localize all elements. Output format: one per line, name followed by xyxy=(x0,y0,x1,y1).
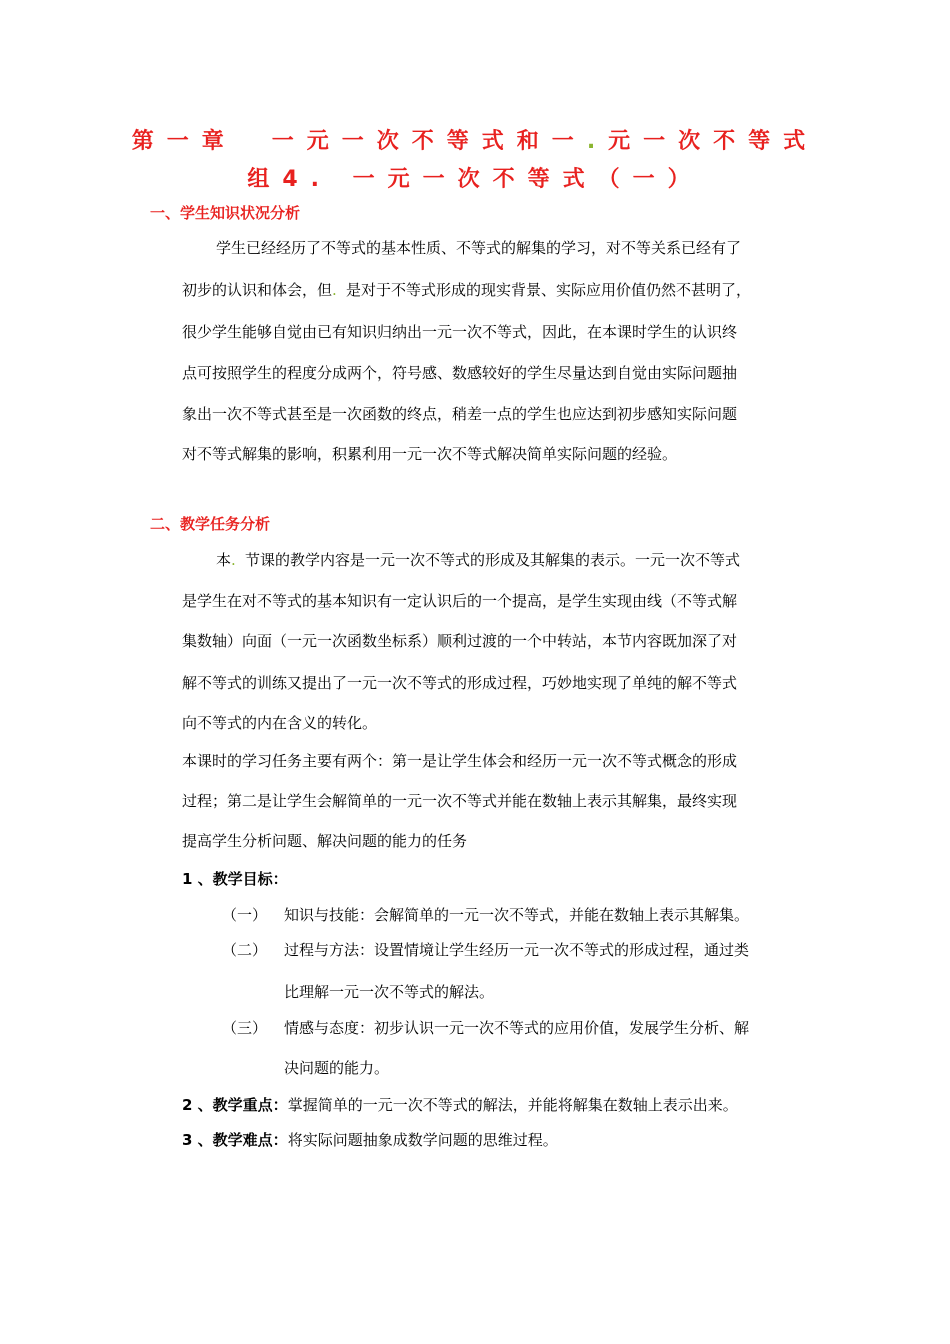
goal-item-label: （一） xyxy=(222,906,268,924)
goal-item-text: 知识与技能：会解简单的一元一次不等式，并能在数轴上表示其解集。 xyxy=(284,906,750,924)
section2-line: 集数轴）向面（一元一次函数坐标系）顺利过渡的一个中转站，本节内容既加深了对 xyxy=(182,632,738,650)
section2-line: 向不等式的内在含义的转化。 xyxy=(182,714,378,732)
section1-line: 点可按照学生的程度分成两个，符号感、数感较好的学生尽量达到自觉由实际问题抽 xyxy=(182,364,738,382)
title-part-a: 第一章 一元一次不等式和一 xyxy=(131,129,587,154)
section1-line: 初步的认识和体会，但. 是对于不等式形成的现实背景、实际应用价值仍然不甚明了， xyxy=(182,281,752,299)
section2-line: 是学生在对不等式的基本知识有一定认识后的一个提高，是学生实现由线（不等式解 xyxy=(182,592,738,610)
document-title-line1 xyxy=(0,124,950,155)
inline-dot: . xyxy=(332,281,337,299)
section1-line: 很少学生能够自觉由已有知识归纳出一元一次不等式，因此，在本课时学生的认识终 xyxy=(182,323,738,341)
section1-heading: 一、学生知识状况分析 xyxy=(150,204,301,222)
goal-item-label: （三） xyxy=(222,1019,268,1037)
title-dot: . xyxy=(586,129,609,154)
section1-line: 象出一次不等式甚至是一次函数的终点，稍差一点的学生也应达到初步感知实际问题 xyxy=(182,405,738,423)
section1-line: 对不等式解集的影响，积累利用一元一次不等式解决简单实际问题的经验。 xyxy=(182,445,678,463)
title-part-b: 元一次不等式 xyxy=(608,129,819,154)
section2-line: 本课时的学习任务主要有两个：第一是让学生体会和经历一元一次不等式概念的形成 xyxy=(182,752,738,770)
goal-item-label: （二） xyxy=(222,941,268,959)
inline-dot: . xyxy=(231,551,236,569)
section2-heading: 二、教学任务分析 xyxy=(150,515,271,533)
goal-item-cont: 比理解一元一次不等式的解法。 xyxy=(284,983,495,1001)
goal2-line: 2 、教学重点：掌握简单的一元一次不等式的解法，并能将解集在数轴上表示出来。 xyxy=(182,1096,738,1114)
section2-line: 过程；第二是让学生会解简单的一元一次不等式并能在数轴上表示其解集，最终实现 xyxy=(182,792,738,810)
section2-line: 提高学生分析问题、解决问题的能力的任务 xyxy=(182,832,468,850)
document-title-line2 xyxy=(0,162,950,193)
section2-line: 解不等式的训练又提出了一元一次不等式的形成过程，巧妙地实现了单纯的解不等式 xyxy=(182,674,738,692)
goal-item-cont: 决问题的能力。 xyxy=(284,1059,390,1077)
section2-line: 本. 节课的教学内容是一元一次不等式的形成及其解集的表示。一元一次不等式 xyxy=(216,551,741,569)
section1-line: 学生已经经历了不等式的基本性质、不等式的解集的学习，对不等关系已经有了 xyxy=(216,239,742,257)
goal1-heading: 1 、教学目标： xyxy=(182,870,288,888)
title-line2-text: 组4. 一元一次不等式（一） xyxy=(247,167,703,192)
goal3-line: 3 、教学难点：将实际问题抽象成数学问题的思维过程。 xyxy=(182,1131,558,1149)
goal-item-text: 过程与方法：设置情境让学生经历一元一次不等式的形成过程，通过类 xyxy=(284,941,750,959)
goal-item-text: 情感与态度：初步认识一元一次不等式的应用价值，发展学生分析、解 xyxy=(284,1019,750,1037)
